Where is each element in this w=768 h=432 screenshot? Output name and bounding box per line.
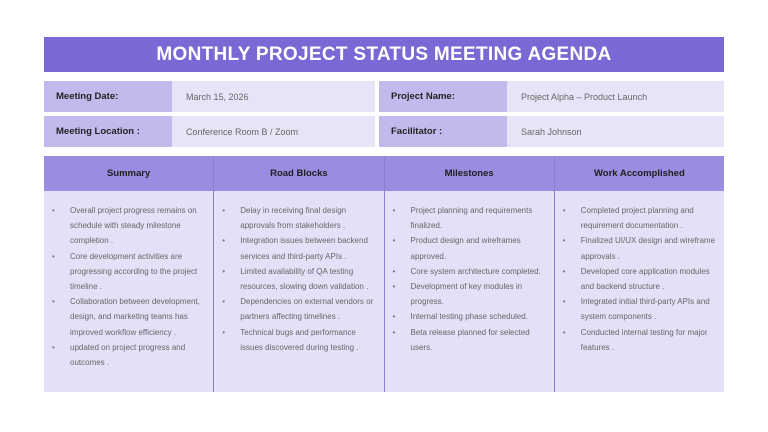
meeting-date-label: Meeting Date: [44, 81, 172, 112]
agenda-grid [44, 156, 724, 392]
list-item: • Product design and wireframes approved. [393, 233, 546, 263]
meeting-location-value: Conference Room B / Zoom [172, 116, 375, 147]
list-item: • Integration issues between backend services and third-party APIs . [222, 233, 375, 263]
work-accomplished-header: Work Accomplished [555, 156, 724, 191]
list-item: • Conducted internal testing for major features . [563, 325, 716, 355]
work-accomplished-column [555, 156, 724, 392]
facilitator-value: Sarah Johnson [507, 116, 724, 147]
road-blocks-header: Road Blocks [214, 156, 383, 191]
list-item: • Completed project planning and requirement documentation . [563, 203, 716, 233]
summary-body [44, 191, 213, 392]
list-item: • Collaboration between development, design, and marketing teams has improved workflow efficiency . [52, 294, 205, 340]
page-title: MONTHLY PROJECT STATUS MEETING AGENDA [156, 43, 612, 65]
title-bar [44, 37, 724, 72]
list-item: • updated on project progress and outcomes . [52, 340, 205, 370]
list-item: • Integrated initial third-party APIs and system components . [563, 294, 716, 324]
summary-header: Summary [44, 156, 213, 191]
list-item: • Overall project progress remains on schedule with steady milestone completion . [52, 203, 205, 249]
facilitator-label: Facilitator : [379, 116, 507, 147]
road-blocks-column [214, 156, 384, 392]
project-name-row [379, 81, 724, 112]
road-blocks-list [222, 203, 375, 355]
milestones-header: Milestones [385, 156, 554, 191]
list-item: • Technical bugs and performance issues discovered during testing . [222, 325, 375, 355]
list-item: • Beta release planned for selected users. [393, 325, 546, 355]
list-item: • Finalized UI/UX design and wireframe approvals . [563, 233, 716, 263]
summary-column [44, 156, 214, 392]
facilitator-row [379, 116, 724, 147]
meeting-location-label: Meeting Location : [44, 116, 172, 147]
list-item: • Limited availability of QA testing resources, slowing down validation . [222, 264, 375, 294]
milestones-column [385, 156, 555, 392]
project-name-value: Project Alpha – Product Launch [507, 81, 724, 112]
milestones-list [393, 203, 546, 355]
work-accomplished-list [563, 203, 716, 355]
list-item: • Internal testing phase scheduled. [393, 309, 546, 324]
list-item: • Core system architecture completed. [393, 264, 546, 279]
list-item: • Project planning and requirements finalized. [393, 203, 546, 233]
list-item: • Development of key modules in progress. [393, 279, 546, 309]
list-item: • Delay in receiving final design approvals from stakeholders . [222, 203, 375, 233]
work-accomplished-body [555, 191, 724, 392]
list-item: • Developed core application modules and backend structure . [563, 264, 716, 294]
list-item: • Dependencies on external vendors or partners affecting timelines . [222, 294, 375, 324]
meeting-location-row [44, 116, 375, 147]
meeting-date-value: March 15, 2026 [172, 81, 375, 112]
list-item: • Core development activities are progressing according to the project timeline . [52, 249, 205, 295]
meeting-date-row [44, 81, 375, 112]
project-name-label: Project Name: [379, 81, 507, 112]
milestones-body [385, 191, 554, 392]
road-blocks-body [214, 191, 383, 392]
summary-list [52, 203, 205, 370]
